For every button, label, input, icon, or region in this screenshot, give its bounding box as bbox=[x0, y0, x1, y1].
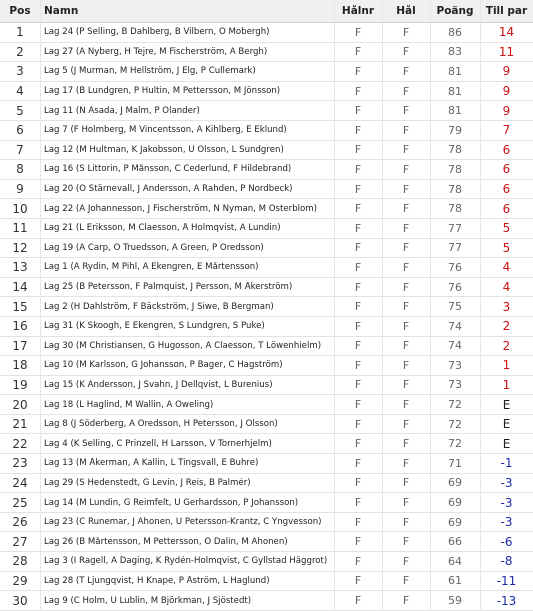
to-par: 6 bbox=[502, 162, 511, 177]
row-position: 2 bbox=[16, 44, 24, 59]
hole-number: F bbox=[354, 84, 362, 98]
team-name: Lag 31 (K Skoogh, E Ekengren, S Lundgren, S Puke) bbox=[44, 321, 265, 332]
holes-played: F bbox=[402, 554, 410, 568]
hole-number: F bbox=[354, 515, 362, 529]
row-position: 1 bbox=[16, 25, 24, 40]
holes-played: F bbox=[402, 104, 410, 118]
column-divider bbox=[40, 0, 41, 611]
team-name: Lag 28 (T Ljungqvist, H Knape, P Åström, L Haglund) bbox=[44, 575, 270, 586]
to-par: 2 bbox=[502, 319, 511, 334]
team-name: Lag 27 (A Nyberg, H Tejre, M Fischerström, A Bergh) bbox=[44, 46, 268, 57]
table-row[interactable] bbox=[0, 337, 533, 357]
to-par: -3 bbox=[500, 515, 513, 530]
to-par: 3 bbox=[502, 299, 511, 314]
table-row[interactable] bbox=[0, 43, 533, 63]
row-position: 26 bbox=[12, 515, 28, 530]
table-row[interactable] bbox=[0, 180, 533, 200]
team-name: Lag 26 (B Mårtensson, M Pettersson, O Dalin, M Ahonen) bbox=[44, 536, 288, 547]
points: 69 bbox=[448, 476, 462, 490]
points: 79 bbox=[448, 123, 462, 137]
to-par: -3 bbox=[500, 495, 513, 510]
to-par: E bbox=[502, 436, 511, 451]
team-name: Lag 12 (M Hultman, K Jakobsson, U Olsson, L Sundgren) bbox=[44, 144, 284, 155]
team-name: Lag 20 (O Stärnevall, J Andersson, A Rahden, P Nordbeck) bbox=[44, 184, 293, 195]
points: 77 bbox=[448, 221, 462, 235]
points: 77 bbox=[448, 241, 462, 255]
row-position: 19 bbox=[12, 377, 28, 392]
row-position: 16 bbox=[12, 319, 28, 334]
team-name: Lag 23 (C Runemar, J Ahonen, U Petersson-Krantz, C Yngvesson) bbox=[44, 517, 322, 528]
points: 73 bbox=[448, 358, 462, 372]
row-position: 6 bbox=[16, 123, 24, 138]
hole-number: F bbox=[354, 104, 362, 118]
table-row[interactable] bbox=[0, 317, 533, 337]
row-position: 9 bbox=[16, 182, 24, 197]
holes-played: F bbox=[402, 378, 410, 392]
holes-played: F bbox=[402, 221, 410, 235]
to-par: 6 bbox=[502, 142, 511, 157]
table-row[interactable] bbox=[0, 199, 533, 219]
team-name: Lag 2 (H Dahlström, F Bäckström, J Siwe, B Bergman) bbox=[44, 301, 274, 312]
points: 72 bbox=[448, 417, 462, 431]
points: 76 bbox=[448, 280, 462, 294]
hole-number: F bbox=[354, 260, 362, 274]
holes-played: F bbox=[402, 437, 410, 451]
holes-played: F bbox=[402, 202, 410, 216]
holes-played: F bbox=[402, 143, 410, 157]
team-name: Lag 17 (B Lundgren, P Hultin, M Pettersson, M Jönsson) bbox=[44, 86, 281, 97]
team-name: Lag 5 (J Murman, M Hellström, J Elg, P Cullemark) bbox=[44, 66, 256, 77]
hole-number: F bbox=[354, 45, 362, 59]
holes-played: F bbox=[402, 182, 410, 196]
team-name: Lag 21 (L Eriksson, M Claesson, Å Holmqvist, A Lundin) bbox=[44, 223, 281, 234]
points: 81 bbox=[448, 64, 462, 78]
hole-number: F bbox=[354, 182, 362, 196]
team-name: Lag 29 (S Hedenstedt, G Levin, J Reis, B Palmér) bbox=[44, 477, 251, 488]
to-par: -8 bbox=[500, 554, 513, 569]
points: 61 bbox=[448, 574, 462, 588]
team-name: Lag 25 (B Petersson, F Palmquist, J Persson, M Åkerström) bbox=[44, 282, 293, 293]
table-body bbox=[0, 23, 533, 611]
table-row[interactable] bbox=[0, 23, 533, 43]
row-position: 15 bbox=[12, 299, 28, 314]
to-par: -3 bbox=[500, 475, 513, 490]
holes-played: F bbox=[402, 398, 410, 412]
table-row[interactable] bbox=[0, 297, 533, 317]
row-position: 30 bbox=[12, 593, 28, 608]
table-row[interactable] bbox=[0, 415, 533, 435]
to-par: 4 bbox=[502, 280, 511, 295]
to-par: 6 bbox=[502, 182, 511, 197]
row-position: 3 bbox=[16, 64, 24, 79]
holes-played: F bbox=[402, 515, 410, 529]
to-par: -11 bbox=[496, 573, 517, 588]
to-par: 1 bbox=[502, 377, 511, 392]
points: 81 bbox=[448, 104, 462, 118]
hole-number: F bbox=[354, 143, 362, 157]
points: 83 bbox=[448, 45, 462, 59]
hole-number: F bbox=[354, 476, 362, 490]
holes-played: F bbox=[402, 280, 410, 294]
hole-number: F bbox=[354, 594, 362, 608]
table-row[interactable] bbox=[0, 454, 533, 474]
hole-number: F bbox=[354, 300, 362, 314]
holes-played: F bbox=[402, 123, 410, 137]
column-divider bbox=[334, 0, 335, 611]
points: 78 bbox=[448, 162, 462, 176]
to-par: -13 bbox=[496, 593, 517, 608]
hole-number: F bbox=[354, 241, 362, 255]
holes-played: F bbox=[402, 339, 410, 353]
hole-number: F bbox=[354, 417, 362, 431]
table-row[interactable] bbox=[0, 258, 533, 278]
table-row[interactable] bbox=[0, 591, 533, 611]
hole-number: F bbox=[354, 162, 362, 176]
holes-played: F bbox=[402, 476, 410, 490]
table-header-row bbox=[0, 0, 533, 23]
points: 71 bbox=[448, 456, 462, 470]
column-divider bbox=[480, 0, 481, 611]
to-par: -6 bbox=[500, 534, 513, 549]
holes-played: F bbox=[402, 574, 410, 588]
hole-number: F bbox=[354, 64, 362, 78]
holes-played: F bbox=[402, 260, 410, 274]
row-position: 28 bbox=[12, 554, 28, 569]
to-par: 6 bbox=[502, 201, 511, 216]
team-name: Lag 18 (L Haglind, M Wallin, A Oweling) bbox=[44, 399, 214, 410]
hole-number: F bbox=[354, 437, 362, 451]
table-row[interactable] bbox=[0, 474, 533, 494]
to-par: 9 bbox=[502, 64, 511, 79]
hole-number: F bbox=[354, 202, 362, 216]
team-name: Lag 13 (M Åkerman, A Kallin, L Tingsvall, E Buhre) bbox=[44, 458, 259, 469]
table-row[interactable] bbox=[0, 160, 533, 180]
holes-played: F bbox=[402, 417, 410, 431]
team-name: Lag 24 (P Selling, B Dahlberg, B Vilbern, O Mobergh) bbox=[44, 27, 270, 38]
points: 59 bbox=[448, 594, 462, 608]
table-row[interactable] bbox=[0, 356, 533, 376]
hole-number: F bbox=[354, 398, 362, 412]
row-position: 4 bbox=[16, 84, 24, 99]
team-name: Lag 14 (M Lundin, G Reimfelt, U Gerhardsson, P Johansson) bbox=[44, 497, 299, 508]
row-position: 14 bbox=[12, 280, 28, 295]
to-par: 2 bbox=[502, 338, 511, 353]
header-name[interactable]: Namn bbox=[44, 5, 79, 17]
row-position: 29 bbox=[12, 573, 28, 588]
points: 81 bbox=[448, 84, 462, 98]
points: 78 bbox=[448, 143, 462, 157]
column-divider bbox=[430, 0, 431, 611]
row-position: 24 bbox=[12, 475, 28, 490]
team-name: Lag 8 (J Söderberg, A Oredsson, H Petersson, J Olsson) bbox=[44, 419, 278, 430]
hole-number: F bbox=[354, 25, 362, 39]
table-row[interactable] bbox=[0, 62, 533, 82]
holes-played: F bbox=[402, 25, 410, 39]
row-position: 22 bbox=[12, 436, 28, 451]
hole-number: F bbox=[354, 339, 362, 353]
hole-number: F bbox=[354, 221, 362, 235]
team-name: Lag 19 (A Carp, O Truedsson, A Green, P Oredsson) bbox=[44, 242, 264, 253]
team-name: Lag 11 (N Asada, J Malm, P Olander) bbox=[44, 105, 200, 116]
row-position: 27 bbox=[12, 534, 28, 549]
row-position: 23 bbox=[12, 456, 28, 471]
row-position: 8 bbox=[16, 162, 24, 177]
to-par: 14 bbox=[498, 25, 515, 40]
team-name: Lag 15 (K Andersson, J Svahn, J Dellqvist, L Burenius) bbox=[44, 379, 273, 390]
table-row[interactable] bbox=[0, 121, 533, 141]
hole-number: F bbox=[354, 358, 362, 372]
team-name: Lag 10 (M Karlsson, G Johansson, P Bager, C Hagström) bbox=[44, 360, 283, 371]
to-par: 9 bbox=[502, 84, 511, 99]
table-row[interactable] bbox=[0, 219, 533, 239]
team-name: Lag 7 (F Holmberg, M Vincentsson, A Kihlberg, E Eklund) bbox=[44, 125, 287, 136]
hole-number: F bbox=[354, 496, 362, 510]
to-par: -1 bbox=[500, 456, 513, 471]
team-name: Lag 4 (K Selling, C Prinzell, H Larsson, V Tornerhjelm) bbox=[44, 438, 272, 449]
table-row[interactable] bbox=[0, 552, 533, 572]
team-name: Lag 22 (A Johannesson, J Fischerström, N Nyman, M Österblom) bbox=[44, 203, 318, 214]
hole-number: F bbox=[354, 280, 362, 294]
holes-played: F bbox=[402, 64, 410, 78]
header-poang[interactable]: Poäng bbox=[436, 5, 474, 17]
points: 74 bbox=[448, 339, 462, 353]
points: 75 bbox=[448, 300, 462, 314]
team-name: Lag 3 (I Ragell, A Daging, K Rydén-Holmqvist, C Gyllstad Häggrot) bbox=[44, 556, 328, 567]
table-row[interactable] bbox=[0, 376, 533, 396]
team-name: Lag 9 (C Holm, U Lublin, M Björkman, J Sjöstedt) bbox=[44, 595, 252, 606]
header-halnr[interactable]: Hålnr bbox=[341, 5, 375, 17]
to-par: 4 bbox=[502, 260, 511, 275]
table-row[interactable] bbox=[0, 434, 533, 454]
table-row[interactable] bbox=[0, 493, 533, 513]
points: 76 bbox=[448, 260, 462, 274]
to-par: E bbox=[502, 417, 511, 432]
holes-played: F bbox=[402, 594, 410, 608]
header-hal[interactable]: Hål bbox=[396, 5, 416, 17]
table-row[interactable] bbox=[0, 278, 533, 298]
points: 72 bbox=[448, 398, 462, 412]
holes-played: F bbox=[402, 456, 410, 470]
row-position: 13 bbox=[12, 260, 28, 275]
team-name: Lag 30 (M Christiansen, G Hugosson, A Claesson, T Löwenhielm) bbox=[44, 340, 322, 351]
hole-number: F bbox=[354, 378, 362, 392]
points: 78 bbox=[448, 202, 462, 216]
table-row[interactable] bbox=[0, 141, 533, 161]
table-row[interactable] bbox=[0, 395, 533, 415]
to-par: 5 bbox=[502, 240, 511, 255]
holes-played: F bbox=[402, 319, 410, 333]
row-position: 10 bbox=[12, 201, 28, 216]
points: 86 bbox=[448, 25, 462, 39]
points: 69 bbox=[448, 496, 462, 510]
to-par: E bbox=[502, 397, 511, 412]
holes-played: F bbox=[402, 535, 410, 549]
header-till-par[interactable]: Till par bbox=[485, 5, 528, 17]
to-par: 5 bbox=[502, 221, 511, 236]
table-row[interactable] bbox=[0, 532, 533, 552]
team-name: Lag 16 (S Littorin, P Månsson, C Cederlund, F Hildebrand) bbox=[44, 164, 292, 175]
points: 72 bbox=[448, 437, 462, 451]
row-position: 5 bbox=[16, 103, 24, 118]
row-position: 18 bbox=[12, 358, 28, 373]
hole-number: F bbox=[354, 456, 362, 470]
holes-played: F bbox=[402, 300, 410, 314]
row-position: 17 bbox=[12, 338, 28, 353]
points: 78 bbox=[448, 182, 462, 196]
table-row[interactable] bbox=[0, 572, 533, 592]
hole-number: F bbox=[354, 319, 362, 333]
to-par: 7 bbox=[502, 123, 511, 138]
column-divider bbox=[382, 0, 383, 611]
team-name: Lag 1 (A Rydin, M Pihl, A Ekengren, E Mårtensson) bbox=[44, 262, 259, 273]
hole-number: F bbox=[354, 554, 362, 568]
table-row[interactable] bbox=[0, 239, 533, 259]
to-par: 9 bbox=[502, 103, 511, 118]
table-row[interactable] bbox=[0, 82, 533, 102]
holes-played: F bbox=[402, 358, 410, 372]
row-position: 20 bbox=[12, 397, 28, 412]
points: 69 bbox=[448, 515, 462, 529]
table-row[interactable] bbox=[0, 513, 533, 533]
to-par: 11 bbox=[498, 44, 515, 59]
hole-number: F bbox=[354, 123, 362, 137]
hole-number: F bbox=[354, 535, 362, 549]
holes-played: F bbox=[402, 84, 410, 98]
holes-played: F bbox=[402, 496, 410, 510]
row-position: 25 bbox=[12, 495, 28, 510]
points: 66 bbox=[448, 535, 462, 549]
to-par: 1 bbox=[502, 358, 511, 373]
header-pos[interactable]: Pos bbox=[9, 5, 31, 17]
points: 64 bbox=[448, 554, 462, 568]
row-position: 21 bbox=[12, 417, 28, 432]
row-position: 7 bbox=[16, 142, 24, 157]
points: 73 bbox=[448, 378, 462, 392]
holes-played: F bbox=[402, 45, 410, 59]
row-position: 11 bbox=[12, 221, 28, 236]
row-position: 12 bbox=[12, 240, 28, 255]
table-row[interactable] bbox=[0, 101, 533, 121]
holes-played: F bbox=[402, 241, 410, 255]
holes-played: F bbox=[402, 162, 410, 176]
hole-number: F bbox=[354, 574, 362, 588]
points: 74 bbox=[448, 319, 462, 333]
